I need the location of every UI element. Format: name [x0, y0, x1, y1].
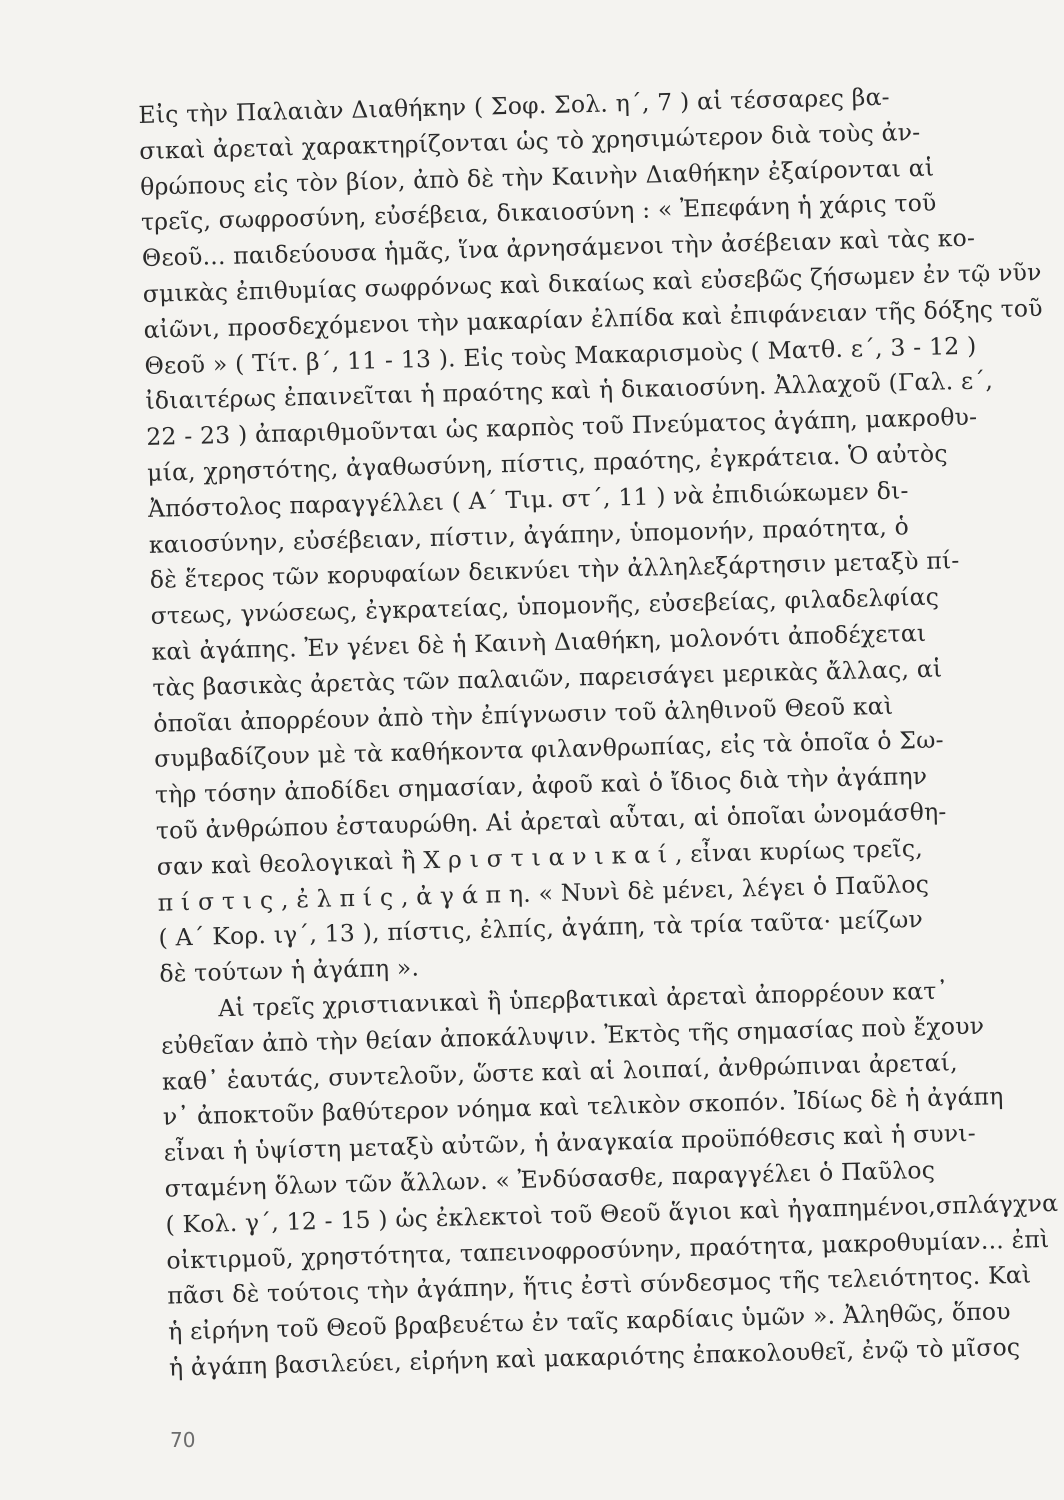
- text-line: δὲ ἕτερος τῶν κορυφαίων δεικνύει τὴν ἀλληλεξάρτησιν μεταξὺ πί-: [149, 546, 960, 595]
- text-line: στεως, γνώσεως, ἐγκρατείας, ὑπομονῆς, εὐσεβείας, φιλαδελφίας: [150, 582, 940, 630]
- text-line: μία, χρηστότης, ἀγαθωσύνη, πίστις, πραότης, ἐγκράτεια. Ὁ αὐτὸς: [146, 439, 949, 487]
- text-line: 22 - 23 ) ἀπαριθμοῦνται ὡς καρπὸς τοῦ Πνεύματος ἀγάπη, μακροθυ-: [145, 402, 978, 452]
- text-line: καθ᾽ ἑαυτάς, συντελοῦν, ὥστε καὶ αἱ λοιπαί, ἀνθρώπιναι ἀρεταί,: [161, 1047, 959, 1096]
- text-line: Θεοῦ » ( Τίτ. β΄, 11 - 13 ). Εἰς τοὺς Μακαρισμοὺς ( Ματθ. ε΄, 3 - 12 ): [144, 331, 977, 380]
- text-line: ἡ εἰρήνη τοῦ Θεοῦ βραβευέτω ἐν ταῖς καρδίαις ὑμῶν ». Ἀληθῶς, ὅπου: [167, 1297, 1012, 1346]
- text-line: ὁποῖαι ἀπορρέουν ἀπὸ τὴν ἐπίγνωσιν τοῦ ἀληθινοῦ Θεοῦ καὶ: [152, 691, 894, 738]
- text-line: σικαὶ ἀρεταὶ χαρακτηρίζονται ὡς τὸ χρησιμώτερον διὰ τοὺς ἀν-: [138, 117, 921, 165]
- text-line: πᾶσι δὲ τούτοις τὴν ἀγάπην, ἥτις ἐστὶ σύνδεσμος τῆς τελειότητος. Καὶ: [166, 1260, 1032, 1310]
- text-line: εὐθεῖαν ἀπὸ τὴν θείαν ἀποκάλυψιν. Ἐκτὸς τῆς σημασίας ποὺ ἔχουν: [160, 1011, 985, 1060]
- text-line: αἰῶνι, προσδεχόμενοι τὴν μακαρίαν ἐλπίδα καὶ ἐπιφάνειαν τῆς δόξης τοῦ: [143, 293, 1044, 344]
- text-line: ( Α΄ Κορ. ιγ΄, 13 ), πίστις, ἐλπίς, ἀγάπη, τὰ τρία ταῦτα· μείζων: [158, 905, 924, 953]
- text-line: Εἰς τὴν Παλαιὰν Διαθήκην ( Σοφ. Σολ. η΄, 7 ) αἱ τέσσαρες βα-: [138, 82, 891, 129]
- text-line: π ί σ τ ι ς , ἐ λ π ί ς , ἀ γ ά π η. « Νυνὶ δὲ μένει, λέγει ὁ Παῦλος: [157, 869, 930, 917]
- text-line: τὰς βασικὰς ἀρετὰς τῶν παλαιῶν, παρεισάγει μερικὰς ἄλλας, αἱ: [152, 654, 943, 702]
- text-line: εἶναι ἡ ὑψίστη μεταξὺ αὐτῶν, ἡ ἀναγκαία προϋπόθεσις καὶ ἡ συνι-: [163, 1118, 977, 1167]
- body-text: [138, 76, 1059, 1386]
- text-line: σαν καὶ θεολογικαὶ ἢ Χ ρ ι σ τ ι α ν ι κ α ί , εἶναι κυρίως τρεῖς,: [156, 833, 924, 881]
- text-line: σμικὰς ἐπιθυμίας σωφρόνως καὶ δικαίως καὶ εὐσεβῶς ζήσωμεν ἐν τῷ νῦν: [142, 257, 1042, 308]
- text-line: ἰδιαιτέρως ἐπαινεῖται ἡ πραότης καὶ ἡ δικαιοσύνη. Ἀλλαχοῦ (Γαλ. ε΄,: [145, 366, 994, 416]
- page-number: 70: [170, 1428, 196, 1452]
- text-line: Θεοῦ... παιδεύουσα ἡμᾶς, ἵνα ἀρνησάμενοι τὴν ἀσέβειαν καὶ τὰς κο-: [141, 223, 976, 273]
- text-line: τρεῖς, σωφροσύνη, εὐσέβεια, δικαιοσύνη : « Ἐπεφάνη ἡ χάρις τοῦ: [140, 188, 937, 237]
- paragraph-start-line: Αἱ τρεῖς χριστιανικαὶ ἢ ὑπερβατικαὶ ἀρεταὶ ἀπορρέουν κατ᾽: [217, 976, 949, 1023]
- text-line: ( Κολ. γ΄, 12 - 15 ) ὡς ἐκλεκτοὶ τοῦ Θεοῦ ἅγιοι καὶ ἠγαπημένοι,σπλάγχνα: [165, 1188, 1059, 1239]
- text-line: οἰκτιρμοῦ, χρηστότητα, ταπεινοφροσύνην, πραότητα, μακροθυμίαν... ἐπὶ: [166, 1224, 1050, 1275]
- text-line: δὲ τούτων ἡ ἀγάπη ».: [159, 953, 420, 988]
- text-line: καιοσύνην, εὐσέβειαν, πίστιν, ἀγάπην, ὑπομονήν, πραότητα, ὁ: [148, 511, 910, 559]
- text-line: καὶ ἀγάπης. Ἐν γένει δὲ ἡ Καινὴ Διαθήκη, μολονότι ἀποδέχεται: [151, 618, 927, 666]
- text-line: Ἀπόστολος παραγγέλλει ( Α΄ Τιμ. στ΄, 11 ) νὰ ἐπιδιώκωμεν δι-: [147, 476, 909, 523]
- text-line: τὴρ τόσην ἀποδίδει σημασίαν, ἀφοῦ καὶ ὁ ἴδιος διὰ τὴν ἀγάπην: [154, 762, 928, 809]
- text-line: θρώπους εἰς τὸν βίον, ἀπὸ δὲ τὴν Καινὴν Διαθήκην ἐξαίρονται αἱ: [139, 153, 935, 201]
- text-line: τοῦ ἀνθρώπου ἐσταυρώθη. Αἱ ἀρεταὶ αὗται, αἱ ὁποῖαι ὠνομάσθη-: [155, 797, 947, 845]
- text-line: συμβαδίζουν μὲ τὰ καθήκοντα φιλανθρωπίας, εἰς τὰ ὁποῖα ὁ Σω-: [153, 725, 945, 774]
- text-line: ν᾽ ἀποκτοῦν βαθύτερον νόημα καὶ τελικὸν σκοπόν. Ἰδίως δὲ ἡ ἀγάπη: [162, 1082, 1004, 1132]
- text-line: σταμένη ὅλων τῶν ἄλλων. « Ἐνδύσασθε, παραγγέλει ὁ Παῦλος: [164, 1155, 936, 1203]
- text-line: ἡ ἀγάπη βασιλεύει, εἰρήνη καὶ μακαριότης ἐπακολουθεῖ, ἐνῷ τὸ μῖσος: [168, 1332, 1021, 1382]
